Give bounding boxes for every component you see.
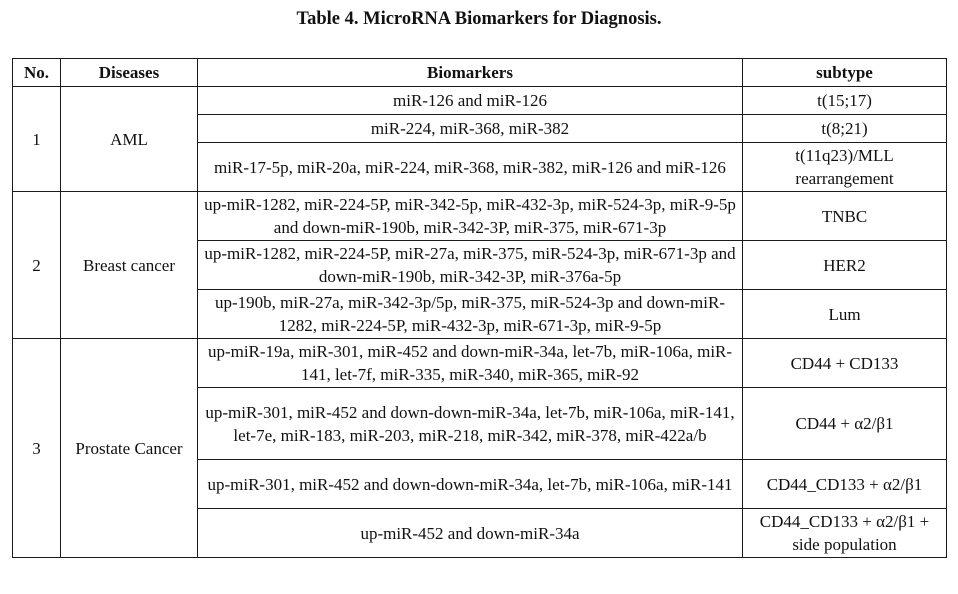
subtype-cell: t(8;21) <box>743 115 947 143</box>
header-diseases: Diseases <box>61 59 198 87</box>
subtype-cell: HER2 <box>743 241 947 290</box>
biomarkers-cell: miR-17-5p, miR-20a, miR-224, miR-368, miR-382, miR-126 and miR-126 <box>198 143 743 192</box>
biomarkers-cell: miR-126 and miR-126 <box>198 87 743 115</box>
biomarker-table <box>12 58 947 558</box>
subtype-cell: Lum <box>743 290 947 339</box>
subtype-cell: CD44 + α2/β1 <box>743 388 947 460</box>
header-subtype: subtype <box>743 59 947 87</box>
subtype-cell: t(11q23)/MLL rearrangement <box>743 143 947 192</box>
biomarkers-cell: up-miR-301, miR-452 and down-down-miR-34a, let-7b, miR-106a, miR-141 <box>198 460 743 509</box>
table-caption: Table 4. MicroRNA Biomarkers for Diagnosis. <box>296 9 662 29</box>
header-biomarkers: Biomarkers <box>198 59 743 87</box>
header-row <box>13 59 947 87</box>
disease-name: Breast cancer <box>61 192 198 339</box>
subtype-cell: t(15;17) <box>743 87 947 115</box>
subtype-cell: CD44_CD133 + α2/β1 <box>743 460 947 509</box>
biomarkers-cell: up-miR-1282, miR-224-5P, miR-342-5p, miR-432-3p, miR-524-3p, miR-9-5p and down-miR-190b, miR-342-3P, miR-375, miR-671-3p <box>198 192 743 241</box>
row-number: 3 <box>13 339 61 558</box>
disease-name: Prostate Cancer <box>61 339 198 558</box>
subtype-cell: CD44 + CD133 <box>743 339 947 388</box>
biomarkers-cell: up-miR-452 and down-miR-34a <box>198 509 743 558</box>
table-row <box>13 192 947 241</box>
subtype-cell: TNBC <box>743 192 947 241</box>
disease-name: AML <box>61 87 198 192</box>
table-row <box>13 339 947 388</box>
biomarkers-cell: up-miR-19a, miR-301, miR-452 and down-miR-34a, let-7b, miR-106a, miR-141, let-7f, miR-335, miR-340, miR-365, miR-92 <box>198 339 743 388</box>
subtype-cell: CD44_CD133 + α2/β1 + side population <box>743 509 947 558</box>
biomarkers-cell: up-miR-1282, miR-224-5P, miR-27a, miR-375, miR-524-3p, miR-671-3p and down-miR-190b, miR-342-3P, miR-376a-5p <box>198 241 743 290</box>
biomarkers-cell: up-miR-301, miR-452 and down-down-miR-34a, let-7b, miR-106a, miR-141, let-7e, miR-183, miR-203, miR-218, miR-342, miR-378, miR-422a/b <box>198 388 743 460</box>
header-no: No. <box>13 59 61 87</box>
table-row <box>13 87 947 115</box>
row-number: 2 <box>13 192 61 339</box>
row-number: 1 <box>13 87 61 192</box>
biomarkers-cell: up-190b, miR-27a, miR-342-3p/5p, miR-375, miR-524-3p and down-miR-1282, miR-224-5P, miR-432-3p, miR-671-3p, miR-9-5p <box>198 290 743 339</box>
biomarkers-cell: miR-224, miR-368, miR-382 <box>198 115 743 143</box>
